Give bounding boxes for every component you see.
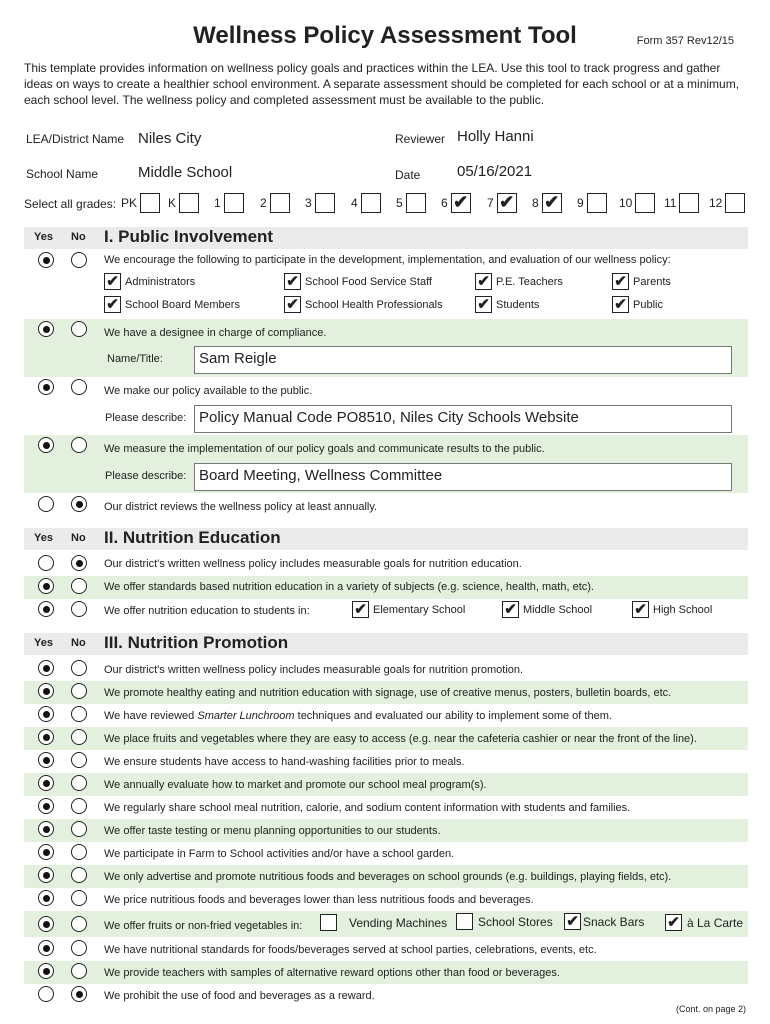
participant-option[interactable] [284,273,432,290]
selected-dot-icon [43,872,50,879]
participant-option[interactable] [612,296,663,313]
selected-dot-icon [43,945,50,952]
yes-radio[interactable] [38,890,54,906]
yes-radio[interactable] [38,683,54,699]
grade-label: 4 [351,196,358,210]
continued-note: (Cont. on page 2) [675,1004,746,1014]
no-radio[interactable] [71,555,87,571]
venue-option[interactable] [456,913,553,930]
question-row [24,796,748,819]
school-field[interactable]: Middle School [138,164,233,181]
question-row [24,773,748,796]
school-level-option[interactable] [502,601,592,618]
no-radio[interactable] [71,252,87,268]
checkbox[interactable] [284,273,301,290]
question-text: We offer taste testing or menu planning opportunities to our students. [104,825,441,837]
grade-4[interactable] [351,193,381,213]
participant-option[interactable] [104,273,195,290]
yes-radio[interactable] [38,940,54,956]
form-title: Wellness Policy Assessment Tool [193,22,577,49]
no-radio[interactable] [71,752,87,768]
selected-dot-icon [43,665,50,672]
option-label: Administrators [125,275,196,288]
question-text: We offer fruits or non-fried vegetables in: [104,920,303,932]
question-text: We annually evaluate how to market and promote our school meal program(s). [104,779,487,791]
grade-label: PK [121,196,138,210]
check-icon: ✔ [614,273,627,290]
describe-field[interactable]: Board Meeting, Wellness Committee [194,463,732,491]
selected-dot-icon [43,257,50,264]
lea-field[interactable]: Niles City [138,130,202,147]
question-row [24,658,748,681]
describe-label: Please describe: [105,470,187,482]
grade-label: 10 [619,196,633,210]
option-label: Elementary School [373,603,466,616]
yes-radio[interactable] [38,379,54,395]
intro-text: This template provides information on wellness policy goals and practices within the LEA. Use this tool to track progress and gather ideas on ways to create a healthier school environment. A separate assessment should be completed for each school or at a minimum, each school level. The wellness policy and completed assessment must be available to the public. [24,61,740,107]
question-text: We regularly share school meal nutrition, calorie, and sodium content information with students and families. [104,802,631,814]
selected-dot-icon [43,606,50,613]
selected-dot-icon [76,560,83,567]
name-title-field[interactable]: Sam Reigle [194,346,732,374]
grade-7[interactable] [487,193,517,213]
no-column-label: No [71,637,86,649]
form-number: Form 357 Rev12/15 [636,35,734,47]
section-title: I. Public Involvement [104,227,274,246]
date-label: Date [395,168,421,182]
yes-radio[interactable] [38,867,54,883]
school-label: School Name [26,167,99,181]
grade-8[interactable] [532,193,562,213]
grade-checkbox[interactable] [179,193,199,213]
option-label: High School [653,603,713,616]
grade-label: 7 [487,196,494,210]
yes-radio[interactable] [38,729,54,745]
grade-label: 5 [396,196,403,210]
option-label: School Stores [478,914,553,929]
option-label: Middle School [523,603,593,616]
check-icon: ✔ [286,273,299,290]
yes-radio[interactable] [38,496,54,512]
yes-radio[interactable] [38,963,54,979]
grade-2[interactable] [260,193,290,213]
yes-radio[interactable] [38,775,54,791]
question-row [24,750,748,773]
checkbox[interactable] [475,296,492,313]
venue-option[interactable] [564,913,644,930]
grade-checkbox[interactable] [451,193,471,213]
checkbox[interactable] [475,273,492,290]
selected-dot-icon [43,442,50,449]
selected-dot-icon [43,968,50,975]
section-public-involvement-header [24,227,748,249]
question-row [24,984,748,1007]
participant-option[interactable] [475,273,563,290]
yes-radio[interactable] [38,821,54,837]
check-icon: ✔ [499,192,515,212]
selected-dot-icon [43,734,50,741]
question-text [104,710,612,722]
no-radio[interactable] [71,821,87,837]
grade-checkbox[interactable] [542,193,562,213]
yes-radio[interactable] [38,752,54,768]
question-text-part: We have reviewed [104,710,198,722]
school-level-option[interactable] [352,601,465,618]
question-text: We measure the implementation of our policy goals and communicate results to the public. [104,443,545,455]
checkbox[interactable] [456,913,473,930]
checkbox[interactable] [612,296,629,313]
no-radio[interactable] [71,890,87,906]
option-label: School Health Professionals [305,298,443,311]
no-radio[interactable] [71,844,87,860]
question-text-part: techniques and evaluated our ability to implement some of them. [294,710,612,722]
checkbox[interactable] [632,601,649,618]
check-icon: ✔ [106,296,119,313]
lea-label: LEA/District Name [26,132,125,146]
question-text: We offer standards based nutrition education in a variety of subjects (e.g. science, health, math, etc). [104,581,594,593]
grade-10[interactable] [619,193,655,213]
grade-checkbox[interactable] [224,193,244,213]
question-text: We have nutritional standards for foods/beverages served at school parties, celebrations, events, etc. [104,944,597,956]
question-text: We make our policy available to the public. [104,385,313,397]
grade-label: 8 [532,196,539,210]
question-text: Our district's written wellness policy includes measurable goals for nutrition education. [104,558,522,570]
grade-checkbox[interactable] [315,193,335,213]
option-label: Public [633,298,663,311]
option-label: School Food Service Staff [305,275,432,288]
participant-option[interactable] [284,296,443,313]
question-text: We have a designee in charge of compliance. [104,327,327,339]
yes-radio[interactable] [38,601,54,617]
check-icon: ✔ [614,296,627,313]
question-text: Our district's written wellness policy includes measurable goals for nutrition promotion. [104,664,524,676]
section-title: II. Nutrition Education [104,528,281,547]
selected-dot-icon [43,583,50,590]
yes-radio[interactable] [38,844,54,860]
no-radio[interactable] [71,660,87,676]
selected-dot-icon [43,384,50,391]
checkbox[interactable] [564,913,581,930]
no-radio[interactable] [71,321,87,337]
question-row [24,888,748,911]
checkbox[interactable] [284,296,301,313]
question-row [24,553,748,576]
participant-option[interactable] [612,273,671,290]
yes-radio[interactable] [38,660,54,676]
option-label: Vending Machines [349,915,448,930]
checkbox[interactable] [104,296,121,313]
no-radio[interactable] [71,775,87,791]
checkbox[interactable] [104,273,121,290]
selected-dot-icon [43,688,50,695]
yes-column-label: Yes [34,637,53,649]
question-text: We encourage the following to participate in the development, implementation, and evaluation of our wellness policy: [104,254,671,266]
checkbox[interactable] [502,601,519,618]
name-title-label: Name/Title: [107,353,163,365]
grade-9[interactable] [577,193,607,213]
check-icon: ✔ [634,601,647,618]
selected-dot-icon [43,757,50,764]
question-text: We participate in Farm to School activities and/or have a school garden. [104,848,455,860]
question-text: Our district reviews the wellness policy at least annually. [104,501,378,513]
date-field[interactable]: 05/16/2021 [457,163,533,180]
grade-checkbox[interactable] [725,193,745,213]
grade-checkbox[interactable] [140,193,160,213]
reviewer-label: Reviewer [395,132,446,146]
grade-label: 6 [441,196,448,210]
yes-column-label: Yes [34,231,53,243]
question-row [24,576,748,599]
no-radio[interactable] [71,986,87,1002]
checkbox[interactable] [612,273,629,290]
question-row [24,493,748,523]
grade-checkbox[interactable] [497,193,517,213]
option-label: à La Carte [687,915,744,930]
question-row [24,937,748,961]
check-icon: ✔ [477,273,490,290]
question-text: We only advertise and promote nutritious foods and beverages on school grounds (e.g. buildings, playing fields, etc). [104,871,672,883]
no-radio[interactable] [71,379,87,395]
question-row [24,819,748,842]
venue-option[interactable] [320,914,447,931]
question-row [24,377,748,435]
no-radio[interactable] [71,916,87,932]
grade-6[interactable] [441,193,471,213]
describe-field[interactable]: Policy Manual Code PO8510, Niles City Schools Website [194,405,732,433]
check-icon: ✔ [106,273,119,290]
grade-label: 3 [305,196,312,210]
no-radio[interactable] [71,437,87,453]
question-text: We place fruits and vegetables where they are easy to access (e.g. near the cafeteria cashier or near the front of the line). [104,733,697,745]
grade-3[interactable] [305,193,335,213]
smarter-lunchroom-term: Smarter Lunchroom [197,710,295,722]
option-label: Students [496,298,540,311]
question-row [24,911,748,937]
selected-dot-icon [43,711,50,718]
grades-label: Select all grades: [24,197,117,211]
grade-label: 11 [664,196,677,210]
check-icon: ✔ [566,913,579,930]
checkbox[interactable] [352,601,369,618]
selected-dot-icon [43,921,50,928]
yes-radio[interactable] [38,252,54,268]
section-nutrition-education-header [24,528,748,550]
question-row [24,961,748,984]
no-radio[interactable] [71,729,87,745]
question-text: We promote healthy eating and nutrition education with signage, use of creative menus, posters, bulletin boards, etc. [104,687,672,699]
no-radio[interactable] [71,601,87,617]
check-icon: ✔ [544,192,560,212]
check-icon: ✔ [504,601,517,618]
grade-checkbox[interactable] [635,193,655,213]
option-label: Parents [633,275,671,288]
no-column-label: No [71,532,86,544]
participant-option[interactable] [475,296,539,313]
grade-checkbox[interactable] [406,193,426,213]
reviewer-field[interactable]: Holly Hanni [457,128,534,145]
question-row [24,865,748,888]
checkbox[interactable] [665,914,682,931]
grade-5[interactable] [396,193,426,213]
no-radio[interactable] [71,683,87,699]
grade-checkbox[interactable] [587,193,607,213]
selected-dot-icon [76,501,83,508]
grade-checkbox[interactable] [361,193,381,213]
question-text: We prohibit the use of food and beverages as a reward. [104,990,375,1002]
question-text: We price nutritious foods and beverages lower than less nutritious foods and beverages. [104,894,534,906]
question-row [24,599,748,625]
describe-label: Please describe: [105,412,187,424]
check-icon: ✔ [354,601,367,618]
yes-radio[interactable] [38,798,54,814]
question-row [24,704,748,727]
grade-checkbox[interactable] [270,193,290,213]
yes-radio[interactable] [38,437,54,453]
no-radio[interactable] [71,940,87,956]
check-icon: ✔ [667,914,680,931]
venue-option[interactable] [665,914,743,931]
question-text: We provide teachers with samples of alternative reward options other than food or beverages. [104,967,560,979]
check-icon: ✔ [477,296,490,313]
grade-k[interactable] [168,193,199,213]
question-row [24,319,748,377]
grade-label: 9 [577,196,584,210]
yes-column-label: Yes [34,532,53,544]
yes-radio[interactable] [38,321,54,337]
question-text: We ensure students have access to hand-washing facilities prior to meals. [104,756,465,768]
selected-dot-icon [43,849,50,856]
school-level-option[interactable] [632,601,712,618]
no-radio[interactable] [71,867,87,883]
option-label: P.E. Teachers [496,275,563,288]
selected-dot-icon [43,326,50,333]
check-icon: ✔ [453,192,469,212]
question-row [24,727,748,750]
grade-checkbox[interactable] [679,193,699,213]
checkbox[interactable] [320,914,337,931]
option-label: School Board Members [125,298,240,311]
question-row [24,681,748,704]
question-row [24,435,748,493]
section-nutrition-promotion-header [24,633,748,655]
grade-label: 1 [214,196,221,210]
no-radio[interactable] [71,578,87,594]
grade-label: 2 [260,196,267,210]
check-icon: ✔ [286,296,299,313]
option-label: Snack Bars [583,914,645,929]
yes-radio[interactable] [38,986,54,1002]
selected-dot-icon [43,826,50,833]
no-radio[interactable] [71,798,87,814]
yes-radio[interactable] [38,555,54,571]
no-radio[interactable] [71,496,87,512]
yes-radio[interactable] [38,916,54,932]
no-radio[interactable] [71,706,87,722]
grade-1[interactable] [214,193,244,213]
grade-label: 12 [709,196,723,210]
no-radio[interactable] [71,963,87,979]
section-title: III. Nutrition Promotion [104,633,289,652]
grade-11[interactable] [664,193,699,213]
grade-label: K [168,196,177,210]
question-row [24,842,748,865]
question-text: We offer nutrition education to students in: [104,605,310,617]
selected-dot-icon [43,803,50,810]
selected-dot-icon [43,895,50,902]
grade-pk[interactable] [121,193,160,213]
grade-12[interactable] [709,193,745,213]
question-row [24,249,748,319]
selected-dot-icon [76,991,83,998]
no-column-label: No [71,231,86,243]
yes-radio[interactable] [38,578,54,594]
yes-radio[interactable] [38,706,54,722]
participant-option[interactable] [104,296,240,313]
selected-dot-icon [43,780,50,787]
